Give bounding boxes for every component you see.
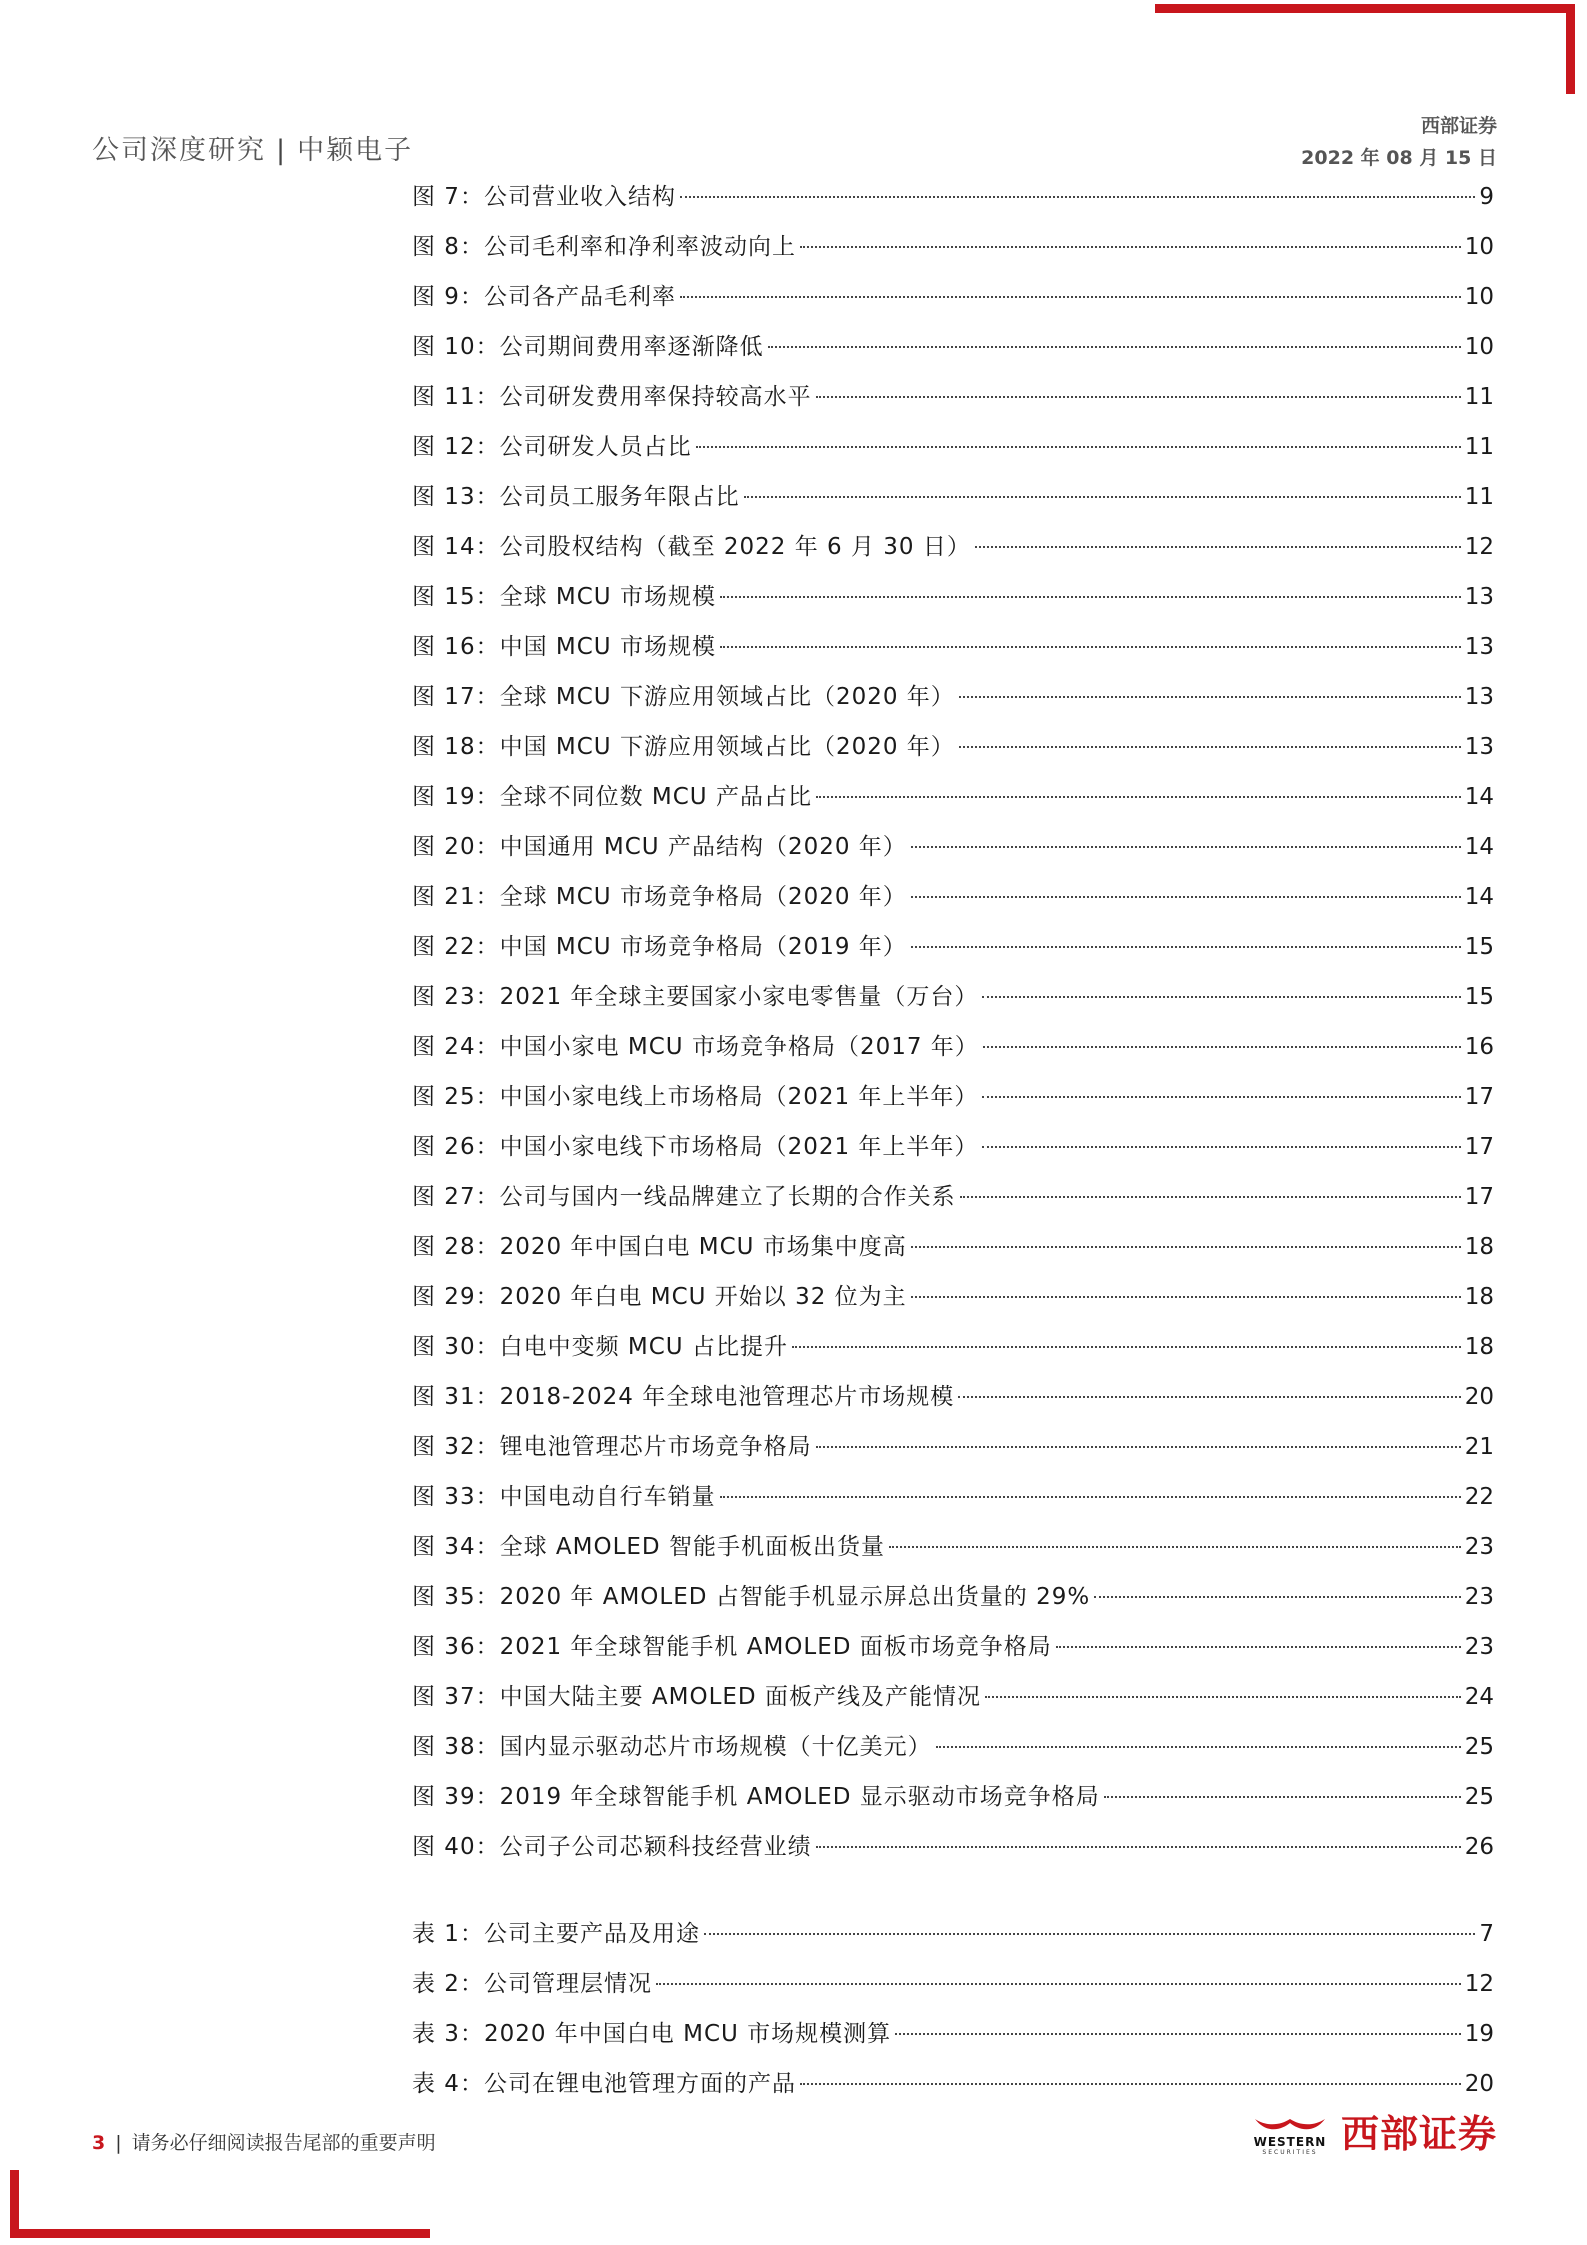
dot-leader (720, 1496, 1461, 1498)
page-footer (92, 2128, 436, 2155)
entry-page-number: 23 (1464, 1534, 1494, 1560)
entry-page-number: 22 (1464, 1484, 1494, 1510)
entry-page-number: 12 (1464, 1971, 1494, 1997)
figure-index-entry[interactable] (412, 1378, 1494, 1428)
company-name: 中颖电子 (297, 135, 414, 166)
dot-leader (911, 1296, 1461, 1298)
table-index-entry[interactable] (412, 2065, 1494, 2115)
figure-index-entry[interactable] (412, 728, 1494, 778)
dot-leader (982, 1096, 1460, 1098)
report-header (92, 128, 413, 167)
entry-page-number: 13 (1464, 584, 1494, 610)
figure-index-entry[interactable] (412, 328, 1494, 378)
entry-title: 图 30：白电中变频 MCU 占比提升 (412, 1334, 788, 1360)
figure-index-entry[interactable] (412, 1278, 1494, 1328)
entry-page-number: 10 (1464, 234, 1494, 260)
entry-page-number: 13 (1464, 634, 1494, 660)
entry-page-number: 14 (1464, 784, 1494, 810)
entry-page-number: 20 (1464, 1384, 1494, 1410)
entry-title: 图 38：国内显示驱动芯片市场规模（十亿美元） (412, 1734, 932, 1760)
figure-index-entry[interactable] (412, 1228, 1494, 1278)
entry-title: 图 29：2020 年白电 MCU 开始以 32 位为主 (412, 1284, 907, 1310)
figure-index-entry[interactable] (412, 1478, 1494, 1528)
entry-page-number: 17 (1464, 1134, 1494, 1160)
entry-page-number: 9 (1479, 184, 1494, 210)
figure-index-entry[interactable] (412, 978, 1494, 1028)
logo-emblem (1253, 2115, 1327, 2156)
figure-index-entry[interactable] (412, 1828, 1494, 1878)
entry-title: 图 17：全球 MCU 下游应用领域占比（2020 年） (412, 684, 955, 710)
dot-leader (911, 1246, 1461, 1248)
figure-index-entry[interactable] (412, 478, 1494, 528)
figure-index-entry[interactable] (412, 578, 1494, 628)
figure-index-entry[interactable] (412, 1728, 1494, 1778)
dot-leader (958, 1396, 1460, 1398)
dot-leader (816, 796, 1461, 798)
entry-page-number: 15 (1464, 984, 1494, 1010)
entry-page-number: 24 (1464, 1684, 1494, 1710)
figure-index-entry[interactable] (412, 1428, 1494, 1478)
figure-index-entry[interactable] (412, 1528, 1494, 1578)
entry-title: 图 14：公司股权结构（截至 2022 年 6 月 30 日） (412, 534, 971, 560)
figure-index-entry[interactable] (412, 428, 1494, 478)
bull-horns-icon (1253, 2115, 1327, 2135)
table-index-entry[interactable] (412, 2015, 1494, 2065)
dot-leader (680, 196, 1475, 198)
entry-title: 图 21：全球 MCU 市场竞争格局（2020 年） (412, 884, 907, 910)
entry-title: 图 32：锂电池管理芯片市场竞争格局 (412, 1434, 812, 1460)
figure-index-entry[interactable] (412, 1078, 1494, 1128)
figure-index-entry[interactable] (412, 1578, 1494, 1628)
entry-title: 图 33：中国电动自行车销量 (412, 1484, 716, 1510)
dot-leader (800, 246, 1461, 248)
entry-title: 图 16：中国 MCU 市场规模 (412, 634, 716, 660)
bottom-corner-decoration (10, 2170, 430, 2238)
figure-index-entry[interactable] (412, 878, 1494, 928)
western-securities-logo (1253, 2112, 1497, 2156)
dot-leader (985, 1696, 1461, 1698)
dot-leader (975, 546, 1461, 548)
dot-leader (816, 1446, 1461, 1448)
entry-title: 图 19：全球不同位数 MCU 产品占比 (412, 784, 812, 810)
entry-page-number: 13 (1464, 734, 1494, 760)
entry-page-number: 18 (1464, 1234, 1494, 1260)
entry-page-number: 20 (1464, 2071, 1494, 2097)
entry-page-number: 25 (1464, 1784, 1494, 1810)
top-corner-decoration (1155, 4, 1575, 94)
dot-leader (704, 1933, 1475, 1935)
entry-title: 图 37：中国大陆主要 AMOLED 面板产线及产能情况 (412, 1684, 981, 1710)
dot-leader (656, 1983, 1461, 1985)
figure-index-entry[interactable] (412, 778, 1494, 828)
dot-leader (959, 696, 1461, 698)
figure-index-entry[interactable] (412, 1028, 1494, 1078)
entry-title: 图 7：公司营业收入结构 (412, 184, 676, 210)
entry-title: 图 22：中国 MCU 市场竞争格局（2019 年） (412, 934, 907, 960)
entry-page-number: 16 (1464, 1034, 1494, 1060)
entry-title: 图 35：2020 年 AMOLED 占智能手机显示屏总出货量的 29% (412, 1584, 1091, 1610)
logo-english: WESTERN (1253, 2135, 1327, 2149)
figure-index-entry[interactable] (412, 378, 1494, 428)
entry-page-number: 11 (1464, 434, 1494, 460)
table-index-entry[interactable] (412, 1915, 1494, 1965)
entry-page-number: 26 (1464, 1834, 1494, 1860)
dot-leader (720, 646, 1461, 648)
dot-leader (1056, 1646, 1461, 1648)
entry-title: 图 26：中国小家电线下市场格局（2021 年上半年） (412, 1134, 979, 1160)
dot-leader (911, 946, 1461, 948)
dot-leader (960, 1196, 1461, 1198)
entry-page-number: 15 (1464, 934, 1494, 960)
entry-page-number: 23 (1464, 1634, 1494, 1660)
figure-index-entry[interactable] (412, 828, 1494, 878)
entry-title: 图 23：2021 年全球主要国家小家电零售量（万台） (412, 984, 979, 1010)
dot-leader (800, 2083, 1461, 2085)
entry-page-number: 23 (1464, 1584, 1494, 1610)
report-type: 公司深度研究 (92, 135, 266, 166)
entry-title: 图 36：2021 年全球智能手机 AMOLED 面板市场竞争格局 (412, 1634, 1052, 1660)
entry-page-number: 14 (1464, 834, 1494, 860)
header-separator: | (276, 135, 288, 166)
entry-title: 图 13：公司员工服务年限占比 (412, 484, 740, 510)
dot-leader (936, 1746, 1461, 1748)
figure-index-entry[interactable] (412, 228, 1494, 278)
entry-title: 图 40：公司子公司芯颖科技经营业绩 (412, 1834, 812, 1860)
entry-title: 表 1：公司主要产品及用途 (412, 1921, 700, 1947)
entry-title: 图 10：公司期间费用率逐渐降低 (412, 334, 764, 360)
entry-page-number: 25 (1464, 1734, 1494, 1760)
figure-index-entry[interactable] (412, 178, 1494, 228)
dot-leader (982, 1146, 1460, 1148)
dot-leader (1094, 1596, 1461, 1598)
dot-leader (744, 496, 1461, 498)
broker-name: 西部证券 (1420, 115, 1497, 137)
dot-leader (816, 1846, 1461, 1848)
entry-page-number: 19 (1464, 2021, 1494, 2047)
dot-leader (911, 896, 1461, 898)
dot-leader (895, 2033, 1461, 2035)
entry-title: 表 2：公司管理层情况 (412, 1971, 652, 1997)
dot-leader (889, 1546, 1461, 1548)
dot-leader (959, 746, 1461, 748)
entry-title: 图 15：全球 MCU 市场规模 (412, 584, 716, 610)
figure-index-entry[interactable] (412, 678, 1494, 728)
dot-leader (983, 1046, 1461, 1048)
figure-index-entry[interactable] (412, 1128, 1494, 1178)
entry-page-number: 14 (1464, 884, 1494, 910)
entry-title: 图 39：2019 年全球智能手机 AMOLED 显示驱动市场竞争格局 (412, 1784, 1100, 1810)
entry-title: 图 11：公司研发费用率保持较高水平 (412, 384, 812, 410)
entry-page-number: 10 (1464, 334, 1494, 360)
dot-leader (768, 346, 1461, 348)
entry-title: 图 12：公司研发人员占比 (412, 434, 692, 460)
entry-page-number: 17 (1464, 1184, 1494, 1210)
entry-title: 图 31：2018-2024 年全球电池管理芯片市场规模 (412, 1384, 955, 1410)
entry-page-number: 10 (1464, 284, 1494, 310)
figure-index-entry[interactable] (412, 1678, 1494, 1728)
entry-title: 图 24：中国小家电 MCU 市场竞争格局（2017 年） (412, 1034, 979, 1060)
dot-leader (816, 396, 1461, 398)
entry-title: 表 3：2020 年中国白电 MCU 市场规模测算 (412, 2021, 892, 2047)
entry-title: 图 25：中国小家电线上市场格局（2021 年上半年） (412, 1084, 979, 1110)
dot-leader (696, 446, 1461, 448)
entry-title: 图 27：公司与国内一线品牌建立了长期的合作关系 (412, 1184, 956, 1210)
dot-leader (911, 846, 1461, 848)
dot-leader (792, 1346, 1461, 1348)
figure-index-entry[interactable] (412, 1628, 1494, 1678)
header-meta (1301, 110, 1497, 174)
entry-page-number: 18 (1464, 1334, 1494, 1360)
dot-leader (1104, 1796, 1461, 1798)
figure-index (412, 178, 1494, 1878)
figure-index-entry[interactable] (412, 628, 1494, 678)
logo-english-sub: SECURITIES (1262, 2149, 1318, 2156)
entry-page-number: 21 (1464, 1434, 1494, 1460)
entry-title: 图 28：2020 年中国白电 MCU 市场集中度高 (412, 1234, 907, 1260)
table-index-entry[interactable] (412, 1965, 1494, 2015)
table-index (412, 1915, 1494, 2115)
entry-title: 图 9：公司各产品毛利率 (412, 284, 676, 310)
entry-page-number: 11 (1464, 484, 1494, 510)
report-date: 2022 年 08 月 15 日 (1301, 147, 1497, 169)
entry-title: 图 34：全球 AMOLED 智能手机面板出货量 (412, 1534, 885, 1560)
entry-title: 图 20：中国通用 MCU 产品结构（2020 年） (412, 834, 907, 860)
entry-page-number: 18 (1464, 1284, 1494, 1310)
dot-leader (680, 296, 1461, 298)
logo-chinese: 西部证券 (1340, 2112, 1497, 2156)
figure-index-entry[interactable] (412, 528, 1494, 578)
entry-page-number: 12 (1464, 534, 1494, 560)
entry-title: 图 8：公司毛利率和净利率波动向上 (412, 234, 796, 260)
entry-title: 表 4：公司在锂电池管理方面的产品 (412, 2071, 796, 2097)
entry-page-number: 11 (1464, 384, 1494, 410)
dot-leader (720, 596, 1461, 598)
figure-index-entry[interactable] (412, 1778, 1494, 1828)
page-number: 3 (92, 2132, 106, 2154)
figure-index-entry[interactable] (412, 1178, 1494, 1228)
footer-separator: | (115, 2132, 122, 2154)
disclaimer-note: 请务必仔细阅读报告尾部的重要声明 (131, 2132, 436, 2154)
figure-index-entry[interactable] (412, 278, 1494, 328)
entry-page-number: 13 (1464, 684, 1494, 710)
entry-title: 图 18：中国 MCU 下游应用领域占比（2020 年） (412, 734, 955, 760)
figure-index-entry[interactable] (412, 928, 1494, 978)
figure-index-entry[interactable] (412, 1328, 1494, 1378)
entry-page-number: 7 (1479, 1921, 1494, 1947)
entry-page-number: 17 (1464, 1084, 1494, 1110)
dot-leader (982, 996, 1460, 998)
